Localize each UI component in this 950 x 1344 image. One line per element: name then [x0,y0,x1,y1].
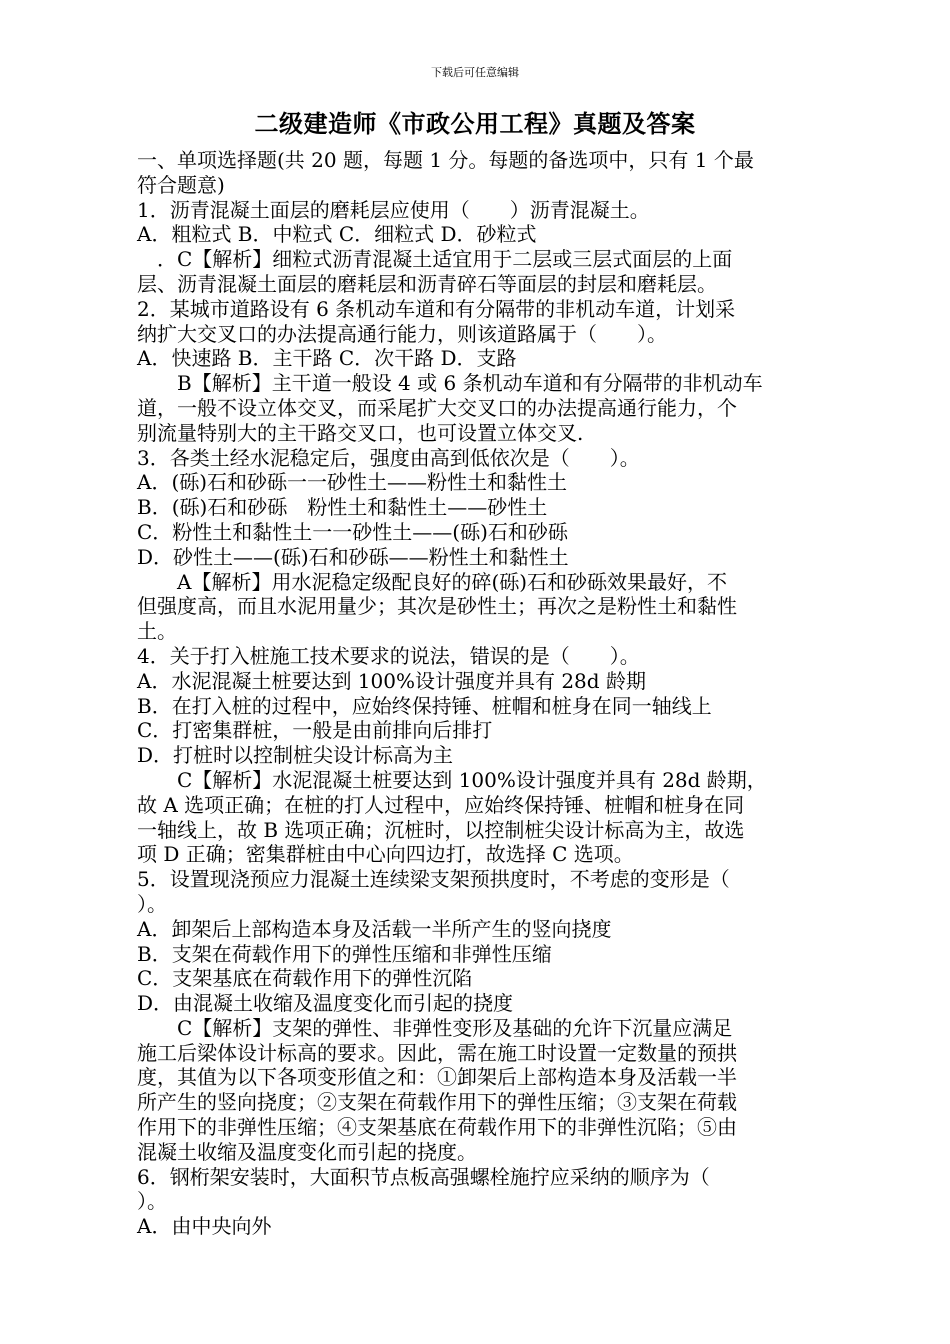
option-line: D．打桩时以控制桩尖设计标高为主 [137,743,454,768]
option-line: B．在打入桩的过程中，应始终保持锤、桩帽和桩身在同一轴线上 [137,693,712,718]
option-line: B．支架在荷载作用下的弹性压缩和非弹性压缩 [137,941,552,966]
answer-line: 混凝土收缩及温度变化而引起的挠度。 [137,1139,477,1164]
question-line: 1．沥青混凝土面层的磨耗层应使用（ ）沥青混凝土。 [137,197,650,222]
answer-line: 度，其值为以下各项变形值之和：①卸架后上部构造本身及活载一半 [137,1065,737,1090]
answer-line: 施工后梁体设计标高的要求。因此，需在施工时设置一定数量的预拱 [137,1040,737,1065]
option-line: C．打密集群桩，一般是由前排向后排打 [137,718,493,743]
question-line: 2．某城市道路设有 6 条机动车道和有分隔带的非机动车道，计划采 [137,296,736,321]
answer-line: 道，一般不设立体交叉，而采尾扩大交叉口的办法提高通行能力，个 [137,395,737,420]
answer-line: 但强度高，而且水泥用量少；其次是砂性土；再次之是粉性土和黏性 [137,594,737,619]
option-line: A．(砾)石和砂砾一一砂性土——粉性土和黏性土 [137,470,568,495]
answer-line: 作用下的非弹性压缩；④支架基底在荷载作用下的非弹性沉陷；⑤由 [137,1115,737,1140]
text-line: 符合题意) [137,172,225,197]
option-line: A．由中央向外 [137,1214,272,1239]
option-line: A．水泥混凝土桩要达到 100%设计强度并具有 28d 龄期 [137,668,646,693]
question-line: 6．钢桁架安装时，大面积节点板高强螺栓施拧应采纳的顺序为（ [137,1164,710,1189]
document-body [137,148,817,1239]
question-line: 纳扩大交叉口的办法提高通行能力，则该道路属于（ ）。 [137,321,667,346]
option-line: A．卸架后上部构造本身及活载一半所产生的竖向挠度 [137,916,612,941]
answer-line: ．C【解析】细粒式沥青混凝土适宜用于二层或三层式面层的上面 [137,247,733,272]
option-line: C．粉性土和黏性土一一砂性土——(砾)石和砂砾 [137,519,568,544]
options-line: A．粗粒式 B．中粒式 C．细粒式 D．砂粒式 [137,222,537,247]
answer-line: B【解析】主干道一般设 4 或 6 条机动车道和有分隔带的非机动车 [137,371,763,396]
option-line: C．支架基底在荷载作用下的弹性沉陷 [137,966,473,991]
page-header-note: 下载后可任意编辑 [431,66,519,79]
answer-line: 别流量特别大的主干路交叉口，也可设置立体交叉. [137,420,584,445]
answer-line: 故 A 选项正确；在桩的打人过程中，应始终保持锤、桩帽和桩身在同 [137,792,745,817]
question-line: 3．各类土经水泥稳定后，强度由高到低依次是（ ）。 [137,445,640,470]
answer-line: C【解析】支架的弹性、非弹性变形及基础的允许下沉量应满足 [137,1015,733,1040]
text-line: 一、单项选择题(共 20 题，每题 1 分。每题的备选项中，只有 1 个最 [137,148,754,172]
option-line: B．(砾)石和砂砾 粉性土和黏性土——砂性土 [137,495,548,520]
answer-line: C【解析】水泥混凝土桩要达到 100%设计强度并具有 28d 龄期， [137,767,767,792]
answer-line: 土。 [137,619,177,644]
question-line: 4．关于打入桩施工技术要求的说法，错误的是（ ）。 [137,643,640,668]
answer-line: 项 D 正确；密集群桩由中心向四边打，故选择 C 选项。 [137,842,634,867]
option-line: D．由混凝土收缩及温度变化而引起的挠度 [137,991,514,1016]
question-line: ）。 [137,891,167,916]
question-line: 5．设置现浇预应力混凝土连续梁支架预拱度时，不考虑的变形是（ [137,867,730,892]
document-title: 二级建造师《市政公用工程》真题及答案 [254,109,696,138]
answer-line: A【解析】用水泥稳定级配良好的碎(砾)石和砂砾效果最好，不 [137,569,728,594]
options-line: A．快速路 B．主干路 C．次干路 D．支路 [137,346,517,371]
answer-line: 一轴线上，故 B 选项正确；沉桩时，以控制桩尖设计标高为主，故选 [137,817,745,842]
option-line: D．砂性土——(砾)石和砂砾——粉性土和黏性土 [137,544,569,569]
question-line: ）。 [137,1189,167,1214]
answer-line: 层、沥青混凝土面层的磨耗层和沥青碎石等面层的封层和磨耗层。 [137,271,717,296]
answer-line: 所产生的竖向挠度；②支架在荷载作用下的弹性压缩；③支架在荷载 [137,1090,737,1115]
